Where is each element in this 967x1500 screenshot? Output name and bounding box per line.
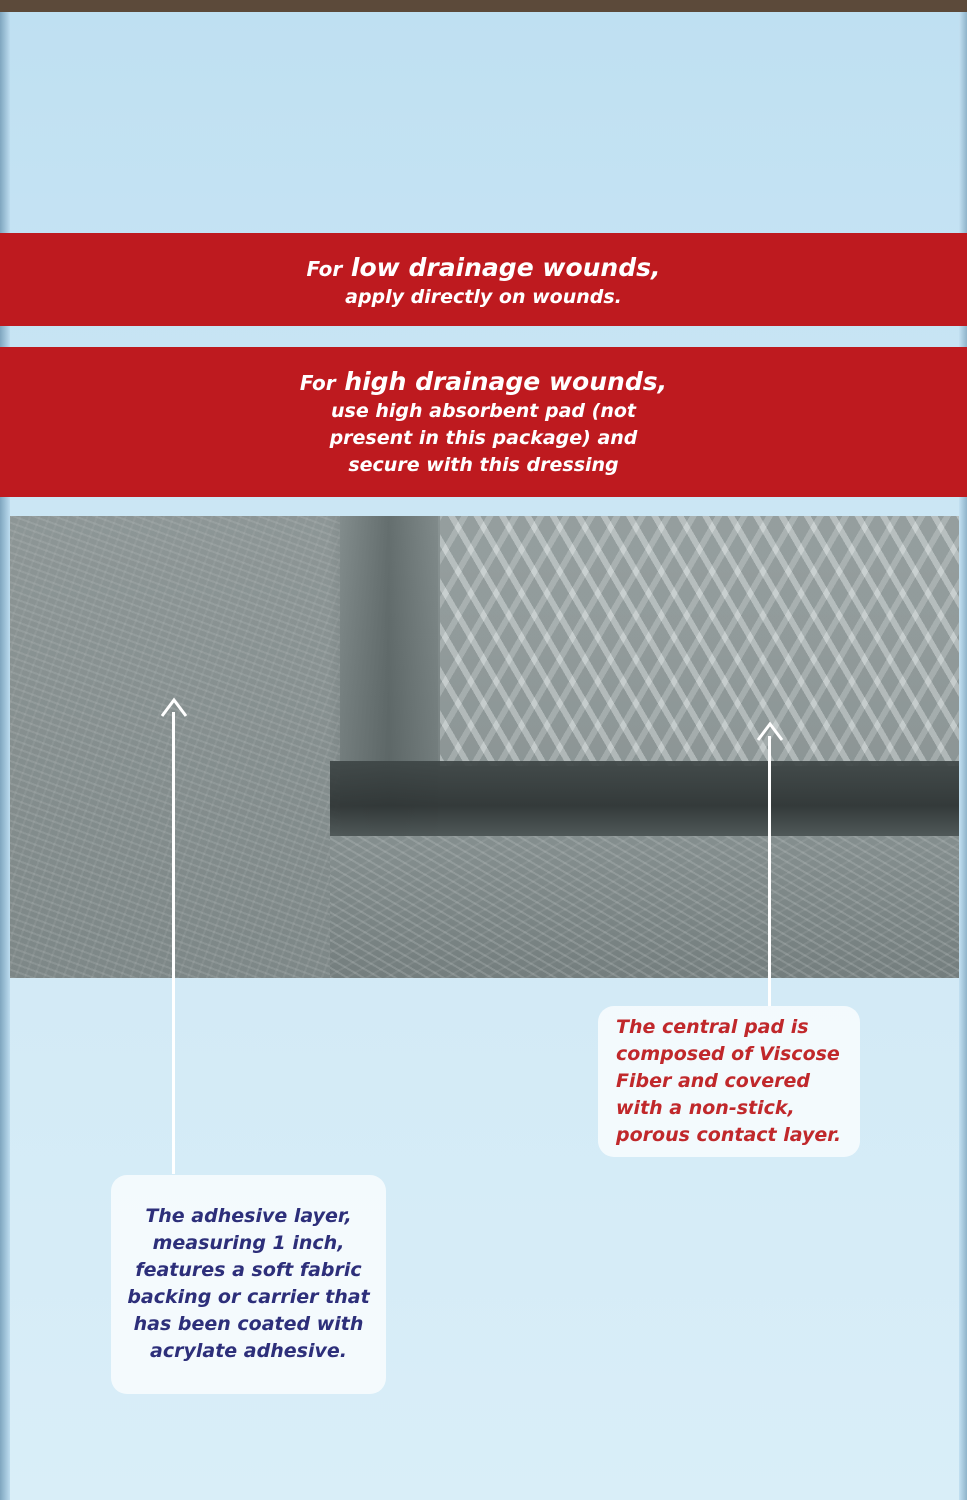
adhesive-callout-line-4: backing or carrier that xyxy=(127,1286,370,1308)
low-drainage-band xyxy=(0,233,967,326)
adhesive-layer-callout xyxy=(111,1175,386,1394)
adhesive-callout-line-6: acrylate adhesive. xyxy=(150,1340,347,1362)
adhesive-arrow-up-icon xyxy=(160,696,188,718)
adhesive-arrow-line xyxy=(172,712,175,1174)
pad-arrow-up-icon xyxy=(756,720,784,742)
adhesive-callout-line-3: features a soft fabric xyxy=(135,1259,362,1281)
pad-arrow-line xyxy=(768,736,771,1006)
lower-fabric-texture xyxy=(330,836,959,978)
pad-callout-line-3: Fiber and covered xyxy=(616,1070,810,1092)
dressing-closeup-photo xyxy=(10,516,959,978)
high-drainage-heading: high drainage wounds, xyxy=(344,367,668,396)
pad-callout-line-4: with a non-stick, xyxy=(616,1097,795,1119)
low-drainage-line: apply directly on wounds. xyxy=(345,286,622,308)
high-drainage-lead: For xyxy=(299,371,336,395)
low-drainage-heading: low drainage wounds, xyxy=(350,253,661,282)
pad-callout-line-2: composed of Viscose xyxy=(616,1043,840,1065)
pad-callout-line-5: porous contact layer. xyxy=(616,1124,842,1146)
high-drainage-title xyxy=(0,347,967,398)
high-drainage-line-2: present in this package) and xyxy=(329,427,638,449)
adhesive-callout-line-5: has been coated with xyxy=(133,1313,364,1335)
adhesive-callout-line-1: The adhesive layer, xyxy=(145,1205,352,1227)
low-drainage-lead: For xyxy=(306,257,343,281)
high-drainage-line-3: secure with this dressing xyxy=(348,454,619,476)
central-pad-callout xyxy=(598,1006,860,1157)
high-drainage-line-1: use high absorbent pad (not xyxy=(331,400,636,422)
adhesive-fabric-texture xyxy=(10,516,340,978)
pad-bottom-shadow xyxy=(330,761,959,836)
low-drainage-title xyxy=(0,233,967,284)
central-pad-mesh-texture xyxy=(440,516,959,766)
box-top-edge xyxy=(0,0,967,12)
adhesive-callout-line-2: measuring 1 inch, xyxy=(152,1232,345,1254)
high-drainage-band xyxy=(0,347,967,497)
pad-callout-line-1: The central pad is xyxy=(616,1016,809,1038)
